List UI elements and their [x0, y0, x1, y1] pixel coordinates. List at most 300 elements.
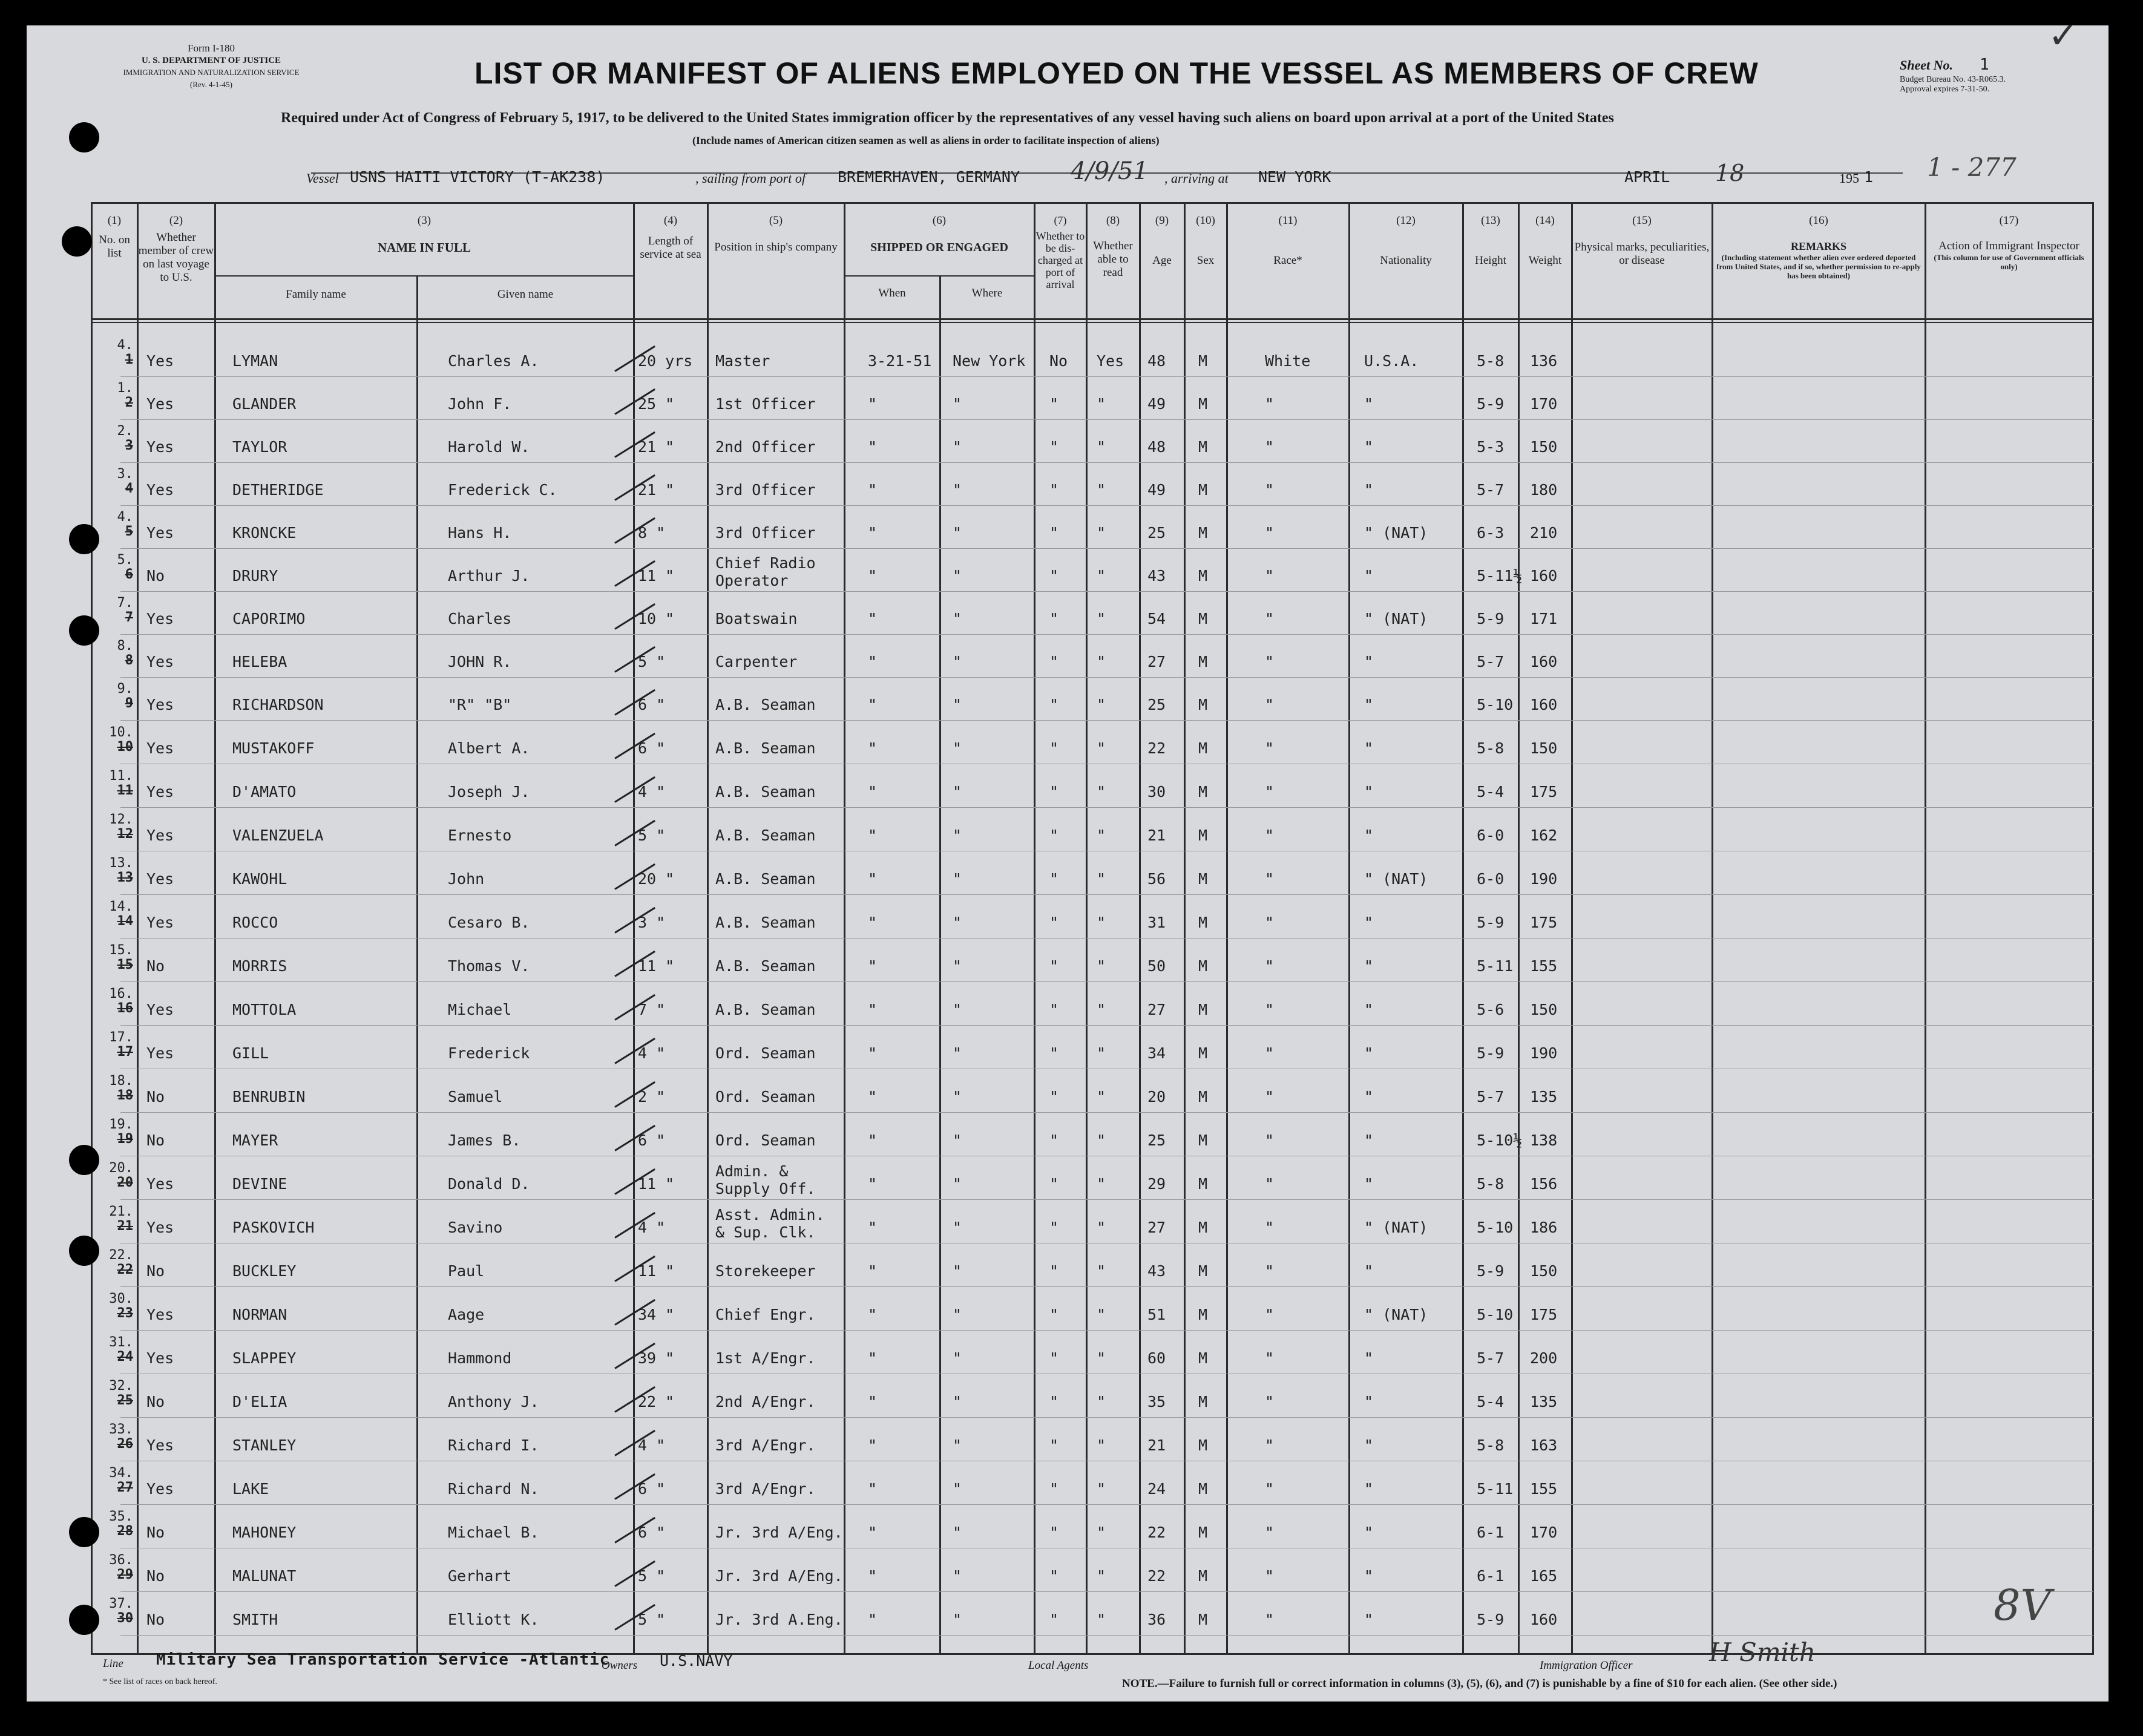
cell-weight: 190	[1530, 1044, 1558, 1062]
cell-where: "	[953, 783, 962, 801]
cell-disch: "	[1049, 481, 1059, 499]
cell-weight: 155	[1530, 1480, 1558, 1498]
cell-nat: "	[1364, 827, 1374, 844]
cell-nat: " (NAT)	[1364, 1219, 1428, 1236]
cell-nat: " (NAT)	[1364, 610, 1428, 627]
cell-when: "	[868, 1567, 878, 1585]
cell-read: "	[1097, 1524, 1106, 1541]
cell-disch: "	[1049, 1306, 1059, 1323]
cell-prev: Yes	[146, 827, 174, 844]
name-subheader-rule	[214, 275, 633, 277]
shipped-subheader-rule	[844, 275, 1034, 277]
header-col-5: (5) Position in ship's company	[714, 214, 838, 254]
cell-height: 5-11½	[1477, 567, 1523, 585]
cell-position: A.B. Seaman	[715, 739, 816, 757]
cell-nat: "	[1364, 1175, 1374, 1193]
cell-prev: Yes	[146, 481, 174, 499]
cell-disch: "	[1049, 1001, 1059, 1018]
col-rule	[1711, 202, 1713, 1654]
list-number-original: 13	[117, 870, 133, 885]
cell-given: Anthony J.	[448, 1393, 539, 1410]
cell-height: 5-9	[1477, 610, 1505, 627]
cell-age: 25	[1147, 524, 1166, 542]
cell-nat: "	[1364, 1393, 1374, 1410]
penalty-note: NOTE.—Failure to furnish full or correct information in columns (3), (5), (6), and (7) is punishable by a fine of $10 for each alien. (See other side.)	[1122, 1677, 1837, 1690]
cell-height: 5-9	[1477, 395, 1505, 413]
cell-service: 39 "	[638, 1349, 675, 1367]
cell-height: 5-3	[1477, 438, 1505, 456]
row-divider	[120, 1199, 2093, 1200]
cell-nat: " (NAT)	[1364, 524, 1428, 542]
cell-age: 27	[1147, 1219, 1166, 1236]
cell-weight: 135	[1530, 1088, 1558, 1105]
races-note: * See list of races on back hereof.	[103, 1677, 217, 1686]
cell-family: D'AMATO	[232, 783, 297, 801]
cell-sex: M	[1198, 395, 1208, 413]
cell-age: 31	[1147, 914, 1166, 931]
cell-disch: No	[1049, 352, 1068, 370]
cell-nat: "	[1364, 653, 1374, 670]
cell-given: Albert A.	[448, 739, 530, 757]
cell-read: "	[1097, 610, 1106, 627]
cell-race: "	[1265, 524, 1275, 542]
cell-disch: "	[1049, 610, 1059, 627]
cell-family: MALUNAT	[232, 1567, 297, 1585]
cell-nat: U.S.A.	[1364, 352, 1419, 370]
cell-sex: M	[1198, 1088, 1208, 1105]
list-number-original: 7	[125, 610, 133, 625]
cell-read: "	[1097, 1306, 1106, 1323]
cell-weight: 135	[1530, 1393, 1558, 1410]
list-number-original: 11	[117, 783, 133, 798]
cell-prev: Yes	[146, 1306, 174, 1323]
list-number-new: 4.	[117, 509, 133, 525]
cell-height: 5-4	[1477, 783, 1505, 801]
cell-weight: 160	[1530, 696, 1558, 713]
col-rule	[1226, 202, 1228, 1654]
cell-read: "	[1097, 914, 1106, 931]
row-divider	[120, 419, 2093, 420]
cell-race: "	[1265, 696, 1275, 713]
cell-service: 25 "	[638, 395, 675, 413]
row-divider	[120, 1635, 2093, 1636]
cell-race: "	[1265, 783, 1275, 801]
cell-position: Storekeeper	[715, 1262, 816, 1280]
officer-signature: H Smith	[1709, 1637, 1816, 1667]
header-col-12: (12) Nationality	[1380, 214, 1432, 267]
cell-disch: "	[1049, 914, 1059, 931]
cell-sex: M	[1198, 1001, 1208, 1018]
cell-when: "	[868, 957, 878, 975]
cell-weight: 163	[1530, 1436, 1558, 1454]
cell-nat: "	[1364, 395, 1374, 413]
cell-prev: Yes	[146, 395, 174, 413]
cell-disch: "	[1049, 1088, 1059, 1105]
cell-age: 34	[1147, 1044, 1166, 1062]
cell-given: Harold W.	[448, 438, 530, 456]
cell-age: 22	[1147, 1567, 1166, 1585]
cell-family: STANLEY	[232, 1436, 297, 1454]
cell-nat: "	[1364, 1611, 1374, 1628]
cell-race: "	[1265, 1349, 1275, 1367]
cell-service: 20 yrs	[638, 352, 693, 370]
cell-age: 43	[1147, 567, 1166, 585]
cell-when: "	[868, 696, 878, 713]
cell-weight: 136	[1530, 352, 1558, 370]
cell-given: John	[448, 870, 485, 888]
cell-family: RICHARDSON	[232, 696, 324, 713]
cell-sex: M	[1198, 352, 1208, 370]
col-rule	[1034, 202, 1035, 1654]
list-number-original: 22	[117, 1262, 133, 1277]
cell-nat: "	[1364, 1567, 1374, 1585]
cell-height: 5-4	[1477, 1393, 1505, 1410]
cell-read: "	[1097, 696, 1106, 713]
arriving-port: NEW YORK	[1258, 168, 1331, 186]
col-rule	[1139, 202, 1141, 1654]
row-divider	[120, 462, 2093, 463]
header-col-4: (4) Length of service at sea	[640, 214, 701, 261]
cell-age: 25	[1147, 696, 1166, 713]
cell-family: BUCKLEY	[232, 1262, 297, 1280]
arrival-day: 18	[1715, 160, 1745, 186]
cell-service: 5 "	[638, 827, 666, 844]
list-number-new: 7.	[117, 595, 133, 611]
cell-sex: M	[1198, 1175, 1208, 1193]
row-divider	[120, 1591, 2093, 1592]
agents-label: Local Agents	[1028, 1659, 1089, 1672]
cell-read: "	[1097, 783, 1106, 801]
corner-check-mark: ✓	[2048, 15, 2079, 57]
cell-nat: "	[1364, 783, 1374, 801]
cell-disch: "	[1049, 653, 1059, 670]
cell-position: 1st A/Engr.	[715, 1349, 816, 1367]
cell-family: MAHONEY	[232, 1524, 297, 1541]
cell-prev: Yes	[146, 653, 174, 670]
cell-sex: M	[1198, 1393, 1208, 1410]
list-number-new: 33.	[109, 1422, 133, 1437]
cell-prev: Yes	[146, 1349, 174, 1367]
cell-position: A.B. Seaman	[715, 827, 816, 844]
cell-height: 5-7	[1477, 1088, 1505, 1105]
cell-read: "	[1097, 739, 1106, 757]
row-divider	[120, 981, 2093, 982]
cell-read: "	[1097, 1480, 1106, 1498]
cell-weight: 162	[1530, 827, 1558, 844]
table-top-rule	[91, 202, 2094, 204]
cell-disch: "	[1049, 1393, 1059, 1410]
sheet-label: Sheet No.	[1900, 57, 1953, 73]
punch-hole	[69, 1236, 99, 1266]
cell-where: "	[953, 610, 962, 627]
cell-sex: M	[1198, 696, 1208, 713]
cell-sex: M	[1198, 1480, 1208, 1498]
cell-position: Jr. 3rd A/Eng.	[715, 1567, 843, 1585]
cell-family: TAYLOR	[232, 438, 287, 456]
legal-requirement: Required under Act of Congress of February 5, 1917, to be delivered to the United States immigration officer by the representatives of any vessel having such aliens on board upon arrival at a port of the United States	[281, 110, 1614, 126]
service-name: IMMIGRATION AND NATURALIZATION SERVICE	[123, 68, 300, 77]
cell-sex: M	[1198, 524, 1208, 542]
list-number-original: 1	[125, 352, 133, 367]
cell-where: "	[953, 1349, 962, 1367]
approval-expires: Approval expires 7-31-50.	[1900, 85, 1990, 94]
cell-height: 5-9	[1477, 1044, 1505, 1062]
cell-race: "	[1265, 653, 1275, 670]
cell-nat: "	[1364, 1044, 1374, 1062]
cell-family: KRONCKE	[232, 524, 297, 542]
cell-disch: "	[1049, 739, 1059, 757]
col-rule	[137, 202, 139, 1654]
header-col-16: (16) REMARKS (Including statement whether alien ever ordered deported from United States, and if so, whether permission to re-apply has been obtained)	[1716, 214, 1921, 280]
cell-family: MOTTOLA	[232, 1001, 297, 1018]
cell-sex: M	[1198, 1349, 1208, 1367]
punch-hole	[62, 226, 92, 257]
cell-read: "	[1097, 1088, 1106, 1105]
cell-sex: M	[1198, 1524, 1208, 1541]
cell-family: ROCCO	[232, 914, 278, 931]
owners-label: Owners	[602, 1659, 638, 1672]
year-digit: 1	[1864, 168, 1874, 186]
cell-weight: 175	[1530, 783, 1558, 801]
cell-age: 54	[1147, 610, 1166, 627]
cell-given: Frederick C.	[448, 481, 557, 499]
cell-read: "	[1097, 1219, 1106, 1236]
cell-prev: No	[146, 957, 165, 975]
owners-value: U.S.NAVY	[660, 1652, 733, 1669]
cell-weight: 175	[1530, 1306, 1558, 1323]
cell-disch: "	[1049, 783, 1059, 801]
list-number-new: 13.	[109, 856, 133, 871]
sailing-port: BREMERHAVEN, GERMANY	[838, 168, 1020, 186]
list-number-new: 11.	[109, 768, 133, 784]
cell-age: 48	[1147, 352, 1166, 370]
cell-read: "	[1097, 957, 1106, 975]
list-number-new: 17.	[109, 1030, 133, 1045]
cell-service: 4 "	[638, 783, 666, 801]
manifest-sheet	[27, 15, 2109, 1702]
cell-height: 5-6	[1477, 1001, 1505, 1018]
list-number-original: 20	[117, 1175, 133, 1190]
cell-sex: M	[1198, 1044, 1208, 1062]
cell-height: 6-3	[1477, 524, 1505, 542]
cell-where: "	[953, 696, 962, 713]
list-number-original: 21	[117, 1219, 133, 1234]
col-rule	[1462, 202, 1464, 1654]
cell-where: "	[953, 914, 962, 931]
cell-family: HELEBA	[232, 653, 287, 670]
cell-prev: No	[146, 1088, 165, 1105]
cell-position-line2: Supply Off.	[715, 1180, 816, 1197]
cell-prev: Yes	[146, 783, 174, 801]
cell-disch: "	[1049, 1262, 1059, 1280]
cell-race: "	[1265, 914, 1275, 931]
cell-weight: 175	[1530, 914, 1558, 931]
cell-prev: Yes	[146, 1219, 174, 1236]
cell-service: 6 "	[638, 696, 666, 713]
punch-hole	[69, 524, 99, 554]
cell-nat: "	[1364, 1088, 1374, 1105]
margin-handwritten-mark: 8V	[1994, 1580, 2052, 1630]
cell-family: GLANDER	[232, 395, 297, 413]
cell-family: DETHERIDGE	[232, 481, 324, 499]
list-number-new: 21.	[109, 1204, 133, 1219]
cell-weight: 138	[1530, 1132, 1558, 1149]
cell-given: Richard I.	[448, 1436, 539, 1454]
list-number-new: 15.	[109, 943, 133, 958]
cell-when: "	[868, 567, 878, 585]
list-number-original: 26	[117, 1436, 133, 1452]
cell-nat: "	[1364, 438, 1374, 456]
cell-family: PASKOVICH	[232, 1219, 315, 1236]
cell-position: 3rd A/Engr.	[715, 1436, 816, 1454]
cell-age: 25	[1147, 1132, 1166, 1149]
cell-race: "	[1265, 1132, 1275, 1149]
cell-given: Arthur J.	[448, 567, 530, 585]
cell-race: "	[1265, 1044, 1275, 1062]
cell-read: "	[1097, 481, 1106, 499]
cell-family: MAYER	[232, 1132, 278, 1149]
cell-given: Charles A.	[448, 352, 539, 370]
cell-when: "	[868, 870, 878, 888]
cell-age: 36	[1147, 1611, 1166, 1628]
cell-nat: "	[1364, 1132, 1374, 1149]
header-col-11: (11) Race*	[1273, 214, 1302, 267]
cell-when: "	[868, 438, 878, 456]
cell-sex: M	[1198, 567, 1208, 585]
cell-weight: 160	[1530, 1611, 1558, 1628]
cell-sex: M	[1198, 653, 1208, 670]
cell-disch: "	[1049, 870, 1059, 888]
vessel-label: Vessel	[306, 171, 339, 186]
cell-race: "	[1265, 1480, 1275, 1498]
cell-age: 50	[1147, 957, 1166, 975]
cell-race: "	[1265, 957, 1275, 975]
cell-where: "	[953, 1306, 962, 1323]
cell-read: "	[1097, 1567, 1106, 1585]
punch-hole	[69, 615, 99, 646]
cell-disch: "	[1049, 395, 1059, 413]
cell-race: "	[1265, 395, 1275, 413]
list-number-new: 1.	[117, 381, 133, 396]
cell-race: "	[1265, 481, 1275, 499]
cell-age: 60	[1147, 1349, 1166, 1367]
cell-position-line2: & Sup. Clk.	[715, 1223, 816, 1241]
cell-given: Cesaro B.	[448, 914, 530, 931]
cell-race: "	[1265, 1262, 1275, 1280]
list-number-new: 32.	[109, 1378, 133, 1394]
arriving-label: , arriving at	[1164, 171, 1229, 186]
cell-service: 10 "	[638, 610, 675, 627]
cell-sex: M	[1198, 1262, 1208, 1280]
cell-race: "	[1265, 1306, 1275, 1323]
cell-race: "	[1265, 567, 1275, 585]
cell-weight: 160	[1530, 567, 1558, 585]
cell-position: Master	[715, 352, 770, 370]
cell-where: "	[953, 653, 962, 670]
cell-where: "	[953, 827, 962, 844]
cell-when: "	[868, 1306, 878, 1323]
cell-nat: " (NAT)	[1364, 870, 1428, 888]
cell-prev: Yes	[146, 914, 174, 931]
cell-age: 20	[1147, 1088, 1166, 1105]
cell-sex: M	[1198, 1611, 1208, 1628]
cell-read: "	[1097, 1044, 1106, 1062]
cell-disch: "	[1049, 567, 1059, 585]
cell-height: 6-1	[1477, 1524, 1505, 1541]
cell-weight: 150	[1530, 1001, 1558, 1018]
cell-given: Donald D.	[448, 1175, 530, 1193]
cell-where: "	[953, 1611, 962, 1628]
cell-given: Thomas V.	[448, 957, 530, 975]
cell-given: Charles	[448, 610, 512, 627]
cell-disch: "	[1049, 696, 1059, 713]
header-where: Where	[971, 287, 1003, 300]
list-number-original: 8	[125, 653, 133, 668]
cell-position: A.B. Seaman	[715, 1001, 816, 1018]
cell-service: 6 "	[638, 1524, 666, 1541]
cell-where: "	[953, 1175, 962, 1193]
cell-disch: "	[1049, 1175, 1059, 1193]
cell-sex: M	[1198, 957, 1208, 975]
cell-disch: "	[1049, 438, 1059, 456]
cell-race: "	[1265, 1219, 1275, 1236]
cell-prev: Yes	[146, 610, 174, 627]
cell-service: 21 "	[638, 438, 675, 456]
cell-race: "	[1265, 1524, 1275, 1541]
cell-read: "	[1097, 524, 1106, 542]
cell-prev: No	[146, 1132, 165, 1149]
cell-weight: 190	[1530, 870, 1558, 888]
cell-position: 2nd Officer	[715, 438, 816, 456]
cell-position: 3rd A/Engr.	[715, 1480, 816, 1498]
cell-where: "	[953, 1524, 962, 1541]
row-divider	[120, 1330, 2093, 1331]
cell-when: "	[868, 739, 878, 757]
cell-sex: M	[1198, 1567, 1208, 1585]
cell-when: "	[868, 1175, 878, 1193]
cell-weight: 156	[1530, 1175, 1558, 1193]
cell-where: "	[953, 1044, 962, 1062]
col-rule	[844, 202, 845, 1654]
cell-when: "	[868, 1524, 878, 1541]
cell-sex: M	[1198, 1436, 1208, 1454]
cell-height: 6-1	[1477, 1567, 1505, 1585]
cell-given: Michael	[448, 1001, 512, 1018]
row-divider	[120, 1417, 2093, 1418]
cell-disch: "	[1049, 1219, 1059, 1236]
cell-read: "	[1097, 438, 1106, 456]
header-col-13: (13) Height	[1475, 214, 1506, 267]
cell-read: "	[1097, 1436, 1106, 1454]
sheet-number: 1	[1980, 56, 1989, 74]
punch-hole	[69, 1605, 99, 1635]
cell-position: 1st Officer	[715, 395, 816, 413]
row-divider	[120, 677, 2093, 678]
cell-prev: Yes	[146, 1175, 174, 1193]
cell-prev: Yes	[146, 696, 174, 713]
col-rule	[939, 275, 941, 1654]
cell-given: Ernesto	[448, 827, 512, 844]
cell-service: 4 "	[638, 1044, 666, 1062]
cell-service: 6 "	[638, 1132, 666, 1149]
cell-disch: "	[1049, 1044, 1059, 1062]
cell-height: 5-10	[1477, 1306, 1514, 1323]
cell-age: 30	[1147, 783, 1166, 801]
cell-read: "	[1097, 1393, 1106, 1410]
header-col-14: (14) Weight	[1528, 214, 1562, 267]
cell-height: 5-9	[1477, 914, 1505, 931]
cell-where: "	[953, 739, 962, 757]
